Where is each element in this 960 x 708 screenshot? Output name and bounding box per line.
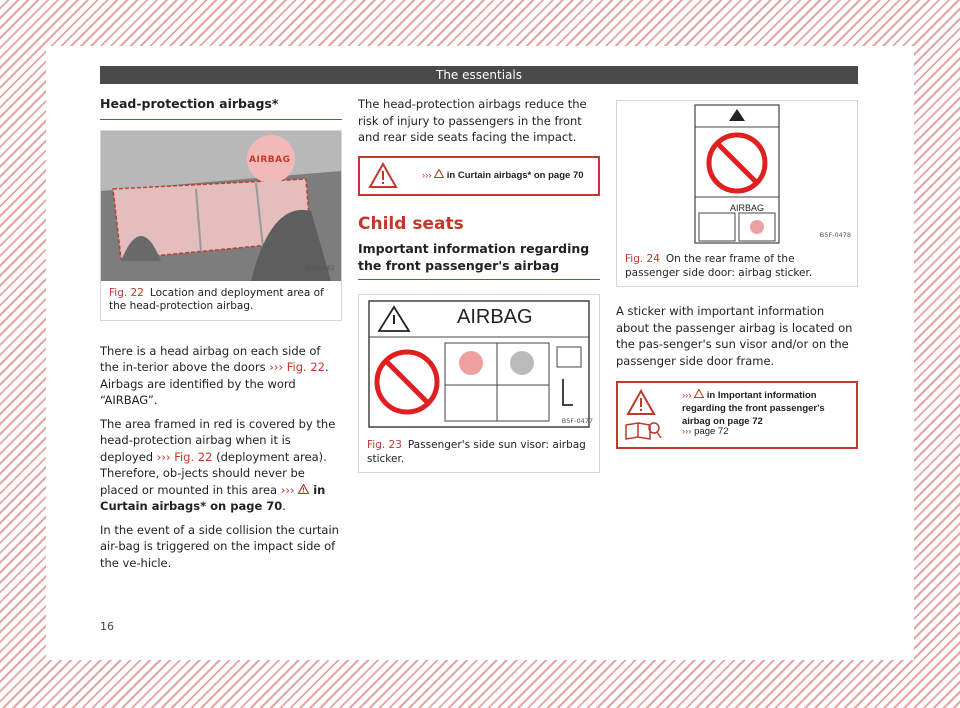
book-reference[interactable]: ››› page 72 [682, 426, 729, 437]
image-code: B5F-0477 [561, 416, 593, 425]
figure-24-image [617, 101, 857, 247]
xref-arrows: ››› [280, 482, 295, 497]
sticker-word: AIRBAG [457, 306, 533, 328]
column-1 [100, 96, 342, 578]
sticker-word: AIRBAG [730, 203, 765, 213]
warning-icon [298, 484, 309, 494]
figure-23 [358, 294, 600, 473]
cross-reference[interactable]: in Curtain airbags* on page 70 [100, 482, 326, 513]
airbag-badge: AIRBAG [249, 154, 291, 165]
xref-arrows: ››› [156, 449, 171, 464]
section-title: Head-protection airbags* [100, 96, 342, 120]
paragraph: The head-protection airbags reduce the risk of injury to passengers in the front and rear side seats facing the impact. [358, 97, 587, 144]
section-heading: Child seats [358, 213, 464, 234]
paragraph: In the event of a side collision the curtain air-bag is triggered on the impact side of the ve-hicle. [100, 522, 339, 570]
figure-22 [100, 130, 342, 321]
caption-text: On the rear frame of the passenger side door: airbag sticker. [625, 253, 813, 279]
figure-caption [359, 433, 599, 466]
column-3 [616, 100, 858, 449]
figure-22-image [101, 131, 341, 281]
warning-reference[interactable]: ››› in Important information regarding the front passenger's airbag on page 72 [682, 390, 825, 427]
subsection-heading: Important information regarding the front passenger's airbag [358, 240, 600, 280]
figure-link[interactable]: Fig. 22 [286, 360, 325, 374]
figure-caption [617, 247, 857, 280]
chapter-header: The essentials [100, 66, 858, 84]
caption-text: Location and deployment area of the head-protection airbag. [109, 286, 324, 312]
xref-arrows: ››› [269, 360, 284, 374]
figure-24 [616, 100, 858, 287]
warning-icon [368, 162, 398, 189]
warning-icon [694, 389, 704, 398]
figure-caption [101, 281, 341, 314]
figure-label: Fig. 22 [109, 286, 144, 299]
column-2 [358, 96, 600, 473]
book-icon [624, 421, 662, 441]
paragraph: There is a head airbag on each side of the in-terior above the doors ››› Fig. 22. Airbags are identified by the word “AIRBAG”. [100, 343, 329, 407]
figure-link[interactable]: Fig. 22 [174, 449, 213, 464]
warning-reference[interactable]: ››› in Curtain airbags* on page 70 [422, 169, 584, 181]
figure-label: Fig. 23 [367, 439, 402, 451]
door-sticker-illustration [617, 101, 857, 247]
warning-icon [626, 389, 656, 416]
warning-icon [434, 169, 444, 178]
paragraph: A sticker with important information about the passenger airbag is located on the pas-senger's sun visor and/or on the passenger side door frame. [616, 304, 853, 368]
warning-box [358, 156, 600, 196]
image-code: B4J-0482 [305, 264, 335, 272]
warning-box [616, 381, 858, 449]
paragraph: The area framed in red is covered by the head-protection airbag when it is deployed ››› Fig. 22 (deployment area). Therefore, ob-jects should never be placed or mounted in this area ››› in Curtain airbags* on page 70. [100, 416, 336, 513]
page-number: 16 [100, 620, 114, 633]
caption-text: Passenger's side sun visor: airbag sticker. [367, 439, 586, 465]
car-interior-illustration [101, 131, 341, 281]
figure-23-image [359, 295, 599, 433]
figure-label: Fig. 24 [625, 253, 660, 265]
image-code: B5F-0478 [819, 230, 851, 239]
